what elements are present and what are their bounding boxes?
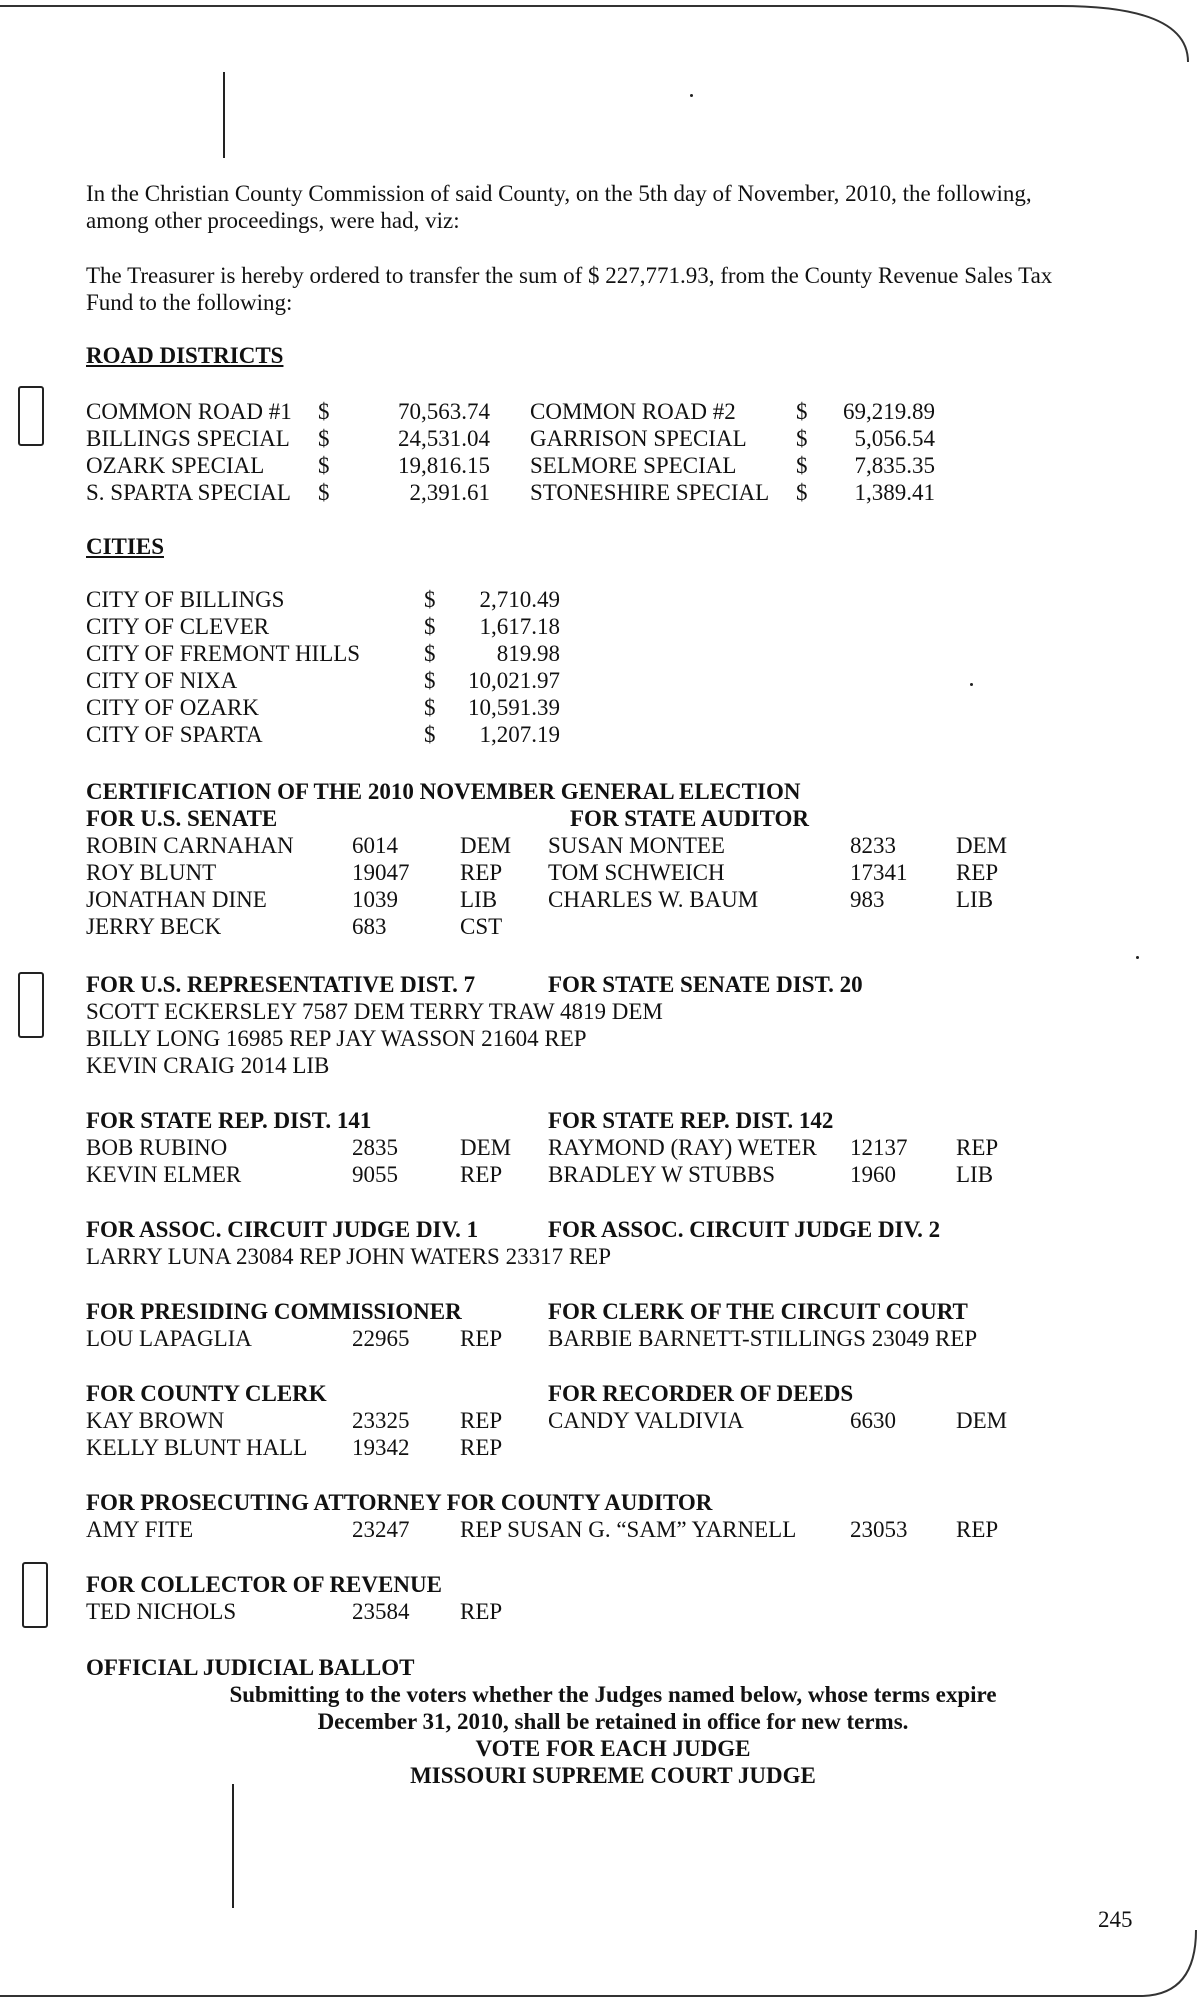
candidate-votes: 23053	[850, 1517, 908, 1542]
state-senate-heading: FOR STATE SENATE DIST. 20	[548, 972, 863, 997]
candidate-name: KEVIN ELMER	[86, 1162, 242, 1187]
assoc-judge-div2-heading: FOR ASSOC. CIRCUIT JUDGE DIV. 2	[548, 1217, 941, 1242]
candidate-name: KELLY BLUNT HALL	[86, 1435, 308, 1460]
state-rep-142-heading: FOR STATE REP. DIST. 142	[548, 1108, 834, 1133]
candidate-party: DEM	[460, 1135, 512, 1160]
scan-speck	[970, 683, 973, 686]
candidate-name: TED NICHOLS	[86, 1599, 237, 1624]
road-currency: $	[796, 399, 808, 424]
city-name: CITY OF NIXA	[86, 668, 238, 693]
scan-speck	[1136, 956, 1139, 959]
intro-line-2: among other proceedings, were had, viz:	[86, 208, 460, 233]
cities-heading: CITIES	[86, 534, 164, 559]
prosecuting-attorney-heading: FOR PROSECUTING ATTORNEY FOR COUNTY AUDITOR	[86, 1490, 713, 1515]
candidate-votes: 1039	[352, 887, 398, 912]
road-amount: 1,389.41	[854, 480, 935, 505]
binder-hole-bottom	[22, 1562, 48, 1628]
candidate-party: LIB	[956, 887, 994, 912]
candidate-party: REP	[460, 1326, 503, 1351]
candidate-party: LIB	[956, 1162, 994, 1187]
candidate-party: DEM	[956, 1408, 1008, 1433]
city-amount: 10,591.39	[468, 695, 560, 720]
recorder-heading: FOR RECORDER OF DEEDS	[548, 1381, 854, 1406]
road-currency: $	[796, 453, 808, 478]
scan-mark-bottom	[232, 1784, 234, 1908]
road-name: BILLINGS SPECIAL	[86, 426, 290, 451]
road-name: GARRISON SPECIAL	[530, 426, 747, 451]
road-name: COMMON ROAD #1	[86, 399, 292, 424]
ballot-line-4: MISSOURI SUPREME COURT JUDGE	[410, 1763, 816, 1788]
candidate-votes: 19342	[352, 1435, 410, 1460]
city-currency: $	[424, 614, 436, 639]
city-name: CITY OF SPARTA	[86, 722, 263, 747]
us-rep-heading: FOR U.S. REPRESENTATIVE DIST. 7	[86, 972, 476, 997]
page-number: 245	[1098, 1907, 1133, 1932]
candidate-name: ROBIN CARNAHAN	[86, 833, 294, 858]
candidate-party: DEM	[460, 833, 512, 858]
prosecuting-middle-text: REP SUSAN G. “SAM” YARNELL	[460, 1517, 797, 1542]
road-amount: 5,056.54	[854, 426, 935, 451]
city-amount: 2,710.49	[479, 587, 560, 612]
ballot-line-2: December 31, 2010, shall be retained in office for new terms.	[317, 1709, 909, 1734]
election-title: CERTIFICATION OF THE 2010 NOVEMBER GENERAL ELECTION	[86, 779, 801, 804]
state-auditor-heading: FOR STATE AUDITOR	[570, 806, 809, 831]
candidate-votes: 19047	[352, 860, 410, 885]
candidate-votes: 23325	[352, 1408, 410, 1433]
candidate-votes: 6014	[352, 833, 398, 858]
city-currency: $	[424, 695, 436, 720]
candidate-name: JONATHAN DINE	[86, 887, 267, 912]
presiding-commissioner-heading: FOR PRESIDING COMMISSIONER	[86, 1299, 462, 1324]
candidate-votes: 9055	[352, 1162, 398, 1187]
road-name: SELMORE SPECIAL	[530, 453, 737, 478]
candidate-votes: 8233	[850, 833, 896, 858]
collector-heading: FOR COLLECTOR OF REVENUE	[86, 1572, 442, 1597]
us-rep-line: SCOTT ECKERSLEY 7587 DEM TERRY TRAW 4819 DEM	[86, 999, 663, 1024]
us-senate-heading: FOR U.S. SENATE	[86, 806, 278, 831]
candidate-name: CANDY VALDIVIA	[548, 1408, 744, 1433]
road-amount: 70,563.74	[398, 399, 490, 424]
candidate-party: REP	[460, 860, 503, 885]
road-name: OZARK SPECIAL	[86, 453, 265, 478]
city-amount: 10,021.97	[468, 668, 560, 693]
road-currency: $	[318, 453, 330, 478]
city-name: CITY OF FREMONT HILLS	[86, 641, 361, 666]
candidate-votes: 22965	[352, 1326, 410, 1351]
candidate-name: LOU LAPAGLIA	[86, 1326, 252, 1351]
candidate-votes: 2835	[352, 1135, 398, 1160]
judges-line: LARRY LUNA 23084 REP JOHN WATERS 23317 REP	[86, 1244, 612, 1269]
ballot-line-3: VOTE FOR EACH JUDGE	[475, 1736, 751, 1761]
judicial-ballot-heading: OFFICIAL JUDICIAL BALLOT	[86, 1655, 415, 1680]
transfer-line-1: The Treasurer is hereby ordered to transfer the sum of $ 227,771.93, from the County Revenue Sales Tax	[86, 263, 1053, 288]
road-currency: $	[796, 480, 808, 505]
candidate-party: REP	[956, 1135, 999, 1160]
road-name: S. SPARTA SPECIAL	[86, 480, 291, 505]
candidate-name: RAYMOND (RAY) WETER	[548, 1135, 817, 1160]
clerk-circuit-court-line: BARBIE BARNETT-STILLINGS 23049 REP	[548, 1326, 978, 1351]
road-amount: 69,219.89	[843, 399, 935, 424]
candidate-party: REP	[956, 860, 999, 885]
city-currency: $	[424, 641, 436, 666]
road-currency: $	[318, 426, 330, 451]
transfer-line-2: Fund to the following:	[86, 290, 293, 315]
city-amount: 1,617.18	[479, 614, 560, 639]
road-name: STONESHIRE SPECIAL	[530, 480, 770, 505]
candidate-votes: 6630	[850, 1408, 896, 1433]
candidate-name: AMY FITE	[86, 1517, 194, 1542]
candidate-name: TOM SCHWEICH	[548, 860, 725, 885]
us-rep-line: BILLY LONG 16985 REP JAY WASSON 21604 REP	[86, 1026, 587, 1051]
road-currency: $	[318, 480, 330, 505]
candidate-votes: 983	[850, 887, 885, 912]
scan-mark-top	[223, 72, 225, 158]
binder-hole-top	[18, 386, 44, 446]
scan-speck	[690, 94, 693, 97]
city-currency: $	[424, 587, 436, 612]
candidate-name: ROY BLUNT	[86, 860, 217, 885]
city-currency: $	[424, 668, 436, 693]
us-rep-line: KEVIN CRAIG 2014 LIB	[86, 1053, 330, 1078]
city-amount: 819.98	[496, 641, 560, 666]
road-name: COMMON ROAD #2	[530, 399, 736, 424]
road-currency: $	[318, 399, 330, 424]
candidate-votes: 1960	[850, 1162, 896, 1187]
candidate-party: REP	[460, 1599, 503, 1624]
candidate-party: DEM	[956, 833, 1008, 858]
ballot-line-1: Submitting to the voters whether the Judges named below, whose terms expire	[229, 1682, 997, 1707]
candidate-votes: 17341	[850, 860, 908, 885]
clerk-circuit-court-heading: FOR CLERK OF THE CIRCUIT COURT	[548, 1299, 968, 1324]
road-districts-heading: ROAD DISTRICTS	[86, 343, 284, 368]
intro-line-1: In the Christian County Commission of said County, on the 5th day of November, 2010, the following,	[86, 181, 1032, 206]
city-currency: $	[424, 722, 436, 747]
road-amount: 19,816.15	[398, 453, 490, 478]
road-currency: $	[796, 426, 808, 451]
candidate-party: REP	[460, 1435, 503, 1460]
road-amount: 7,835.35	[854, 453, 935, 478]
candidate-name: SUSAN MONTEE	[548, 833, 725, 858]
candidate-votes: 23584	[352, 1599, 410, 1624]
candidate-party: CST	[460, 914, 503, 939]
candidate-party: REP	[460, 1408, 503, 1433]
road-amount: 2,391.61	[409, 480, 490, 505]
candidate-party: LIB	[460, 887, 498, 912]
candidate-name: KAY BROWN	[86, 1408, 225, 1433]
county-clerk-heading: FOR COUNTY CLERK	[86, 1381, 327, 1406]
candidate-name: CHARLES W. BAUM	[548, 887, 759, 912]
candidate-party: REP	[956, 1517, 999, 1542]
candidate-name: JERRY BECK	[86, 914, 222, 939]
candidate-votes: 683	[352, 914, 387, 939]
binder-hole-middle	[18, 972, 44, 1038]
candidate-votes: 23247	[352, 1517, 410, 1542]
city-name: CITY OF CLEVER	[86, 614, 270, 639]
city-name: CITY OF OZARK	[86, 695, 259, 720]
candidate-votes: 12137	[850, 1135, 908, 1160]
assoc-judge-div1-heading: FOR ASSOC. CIRCUIT JUDGE DIV. 1	[86, 1217, 479, 1242]
road-amount: 24,531.04	[398, 426, 490, 451]
state-rep-141-heading: FOR STATE REP. DIST. 141	[86, 1108, 372, 1133]
city-amount: 1,207.19	[479, 722, 560, 747]
candidate-name: BOB RUBINO	[86, 1135, 228, 1160]
candidate-party: REP	[460, 1162, 503, 1187]
candidate-name: BRADLEY W STUBBS	[548, 1162, 776, 1187]
city-name: CITY OF BILLINGS	[86, 587, 285, 612]
